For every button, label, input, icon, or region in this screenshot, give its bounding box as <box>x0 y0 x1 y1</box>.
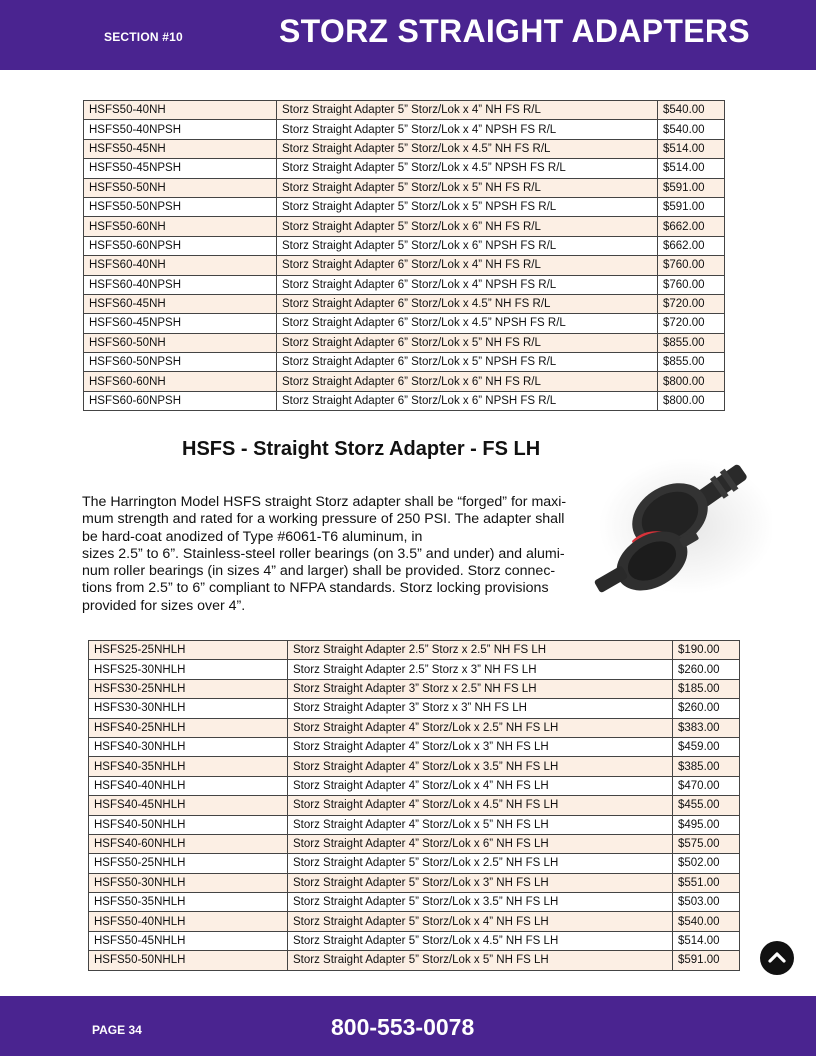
price-cell: $662.00 <box>658 236 725 255</box>
table-row <box>84 256 725 275</box>
table-row <box>89 660 740 679</box>
price-cell: $514.00 <box>673 931 740 950</box>
description-line: mum strength and rated for a working pressure of 250 PSI. The adapter shall <box>82 511 565 528</box>
price-cell: $514.00 <box>658 139 725 158</box>
part-number-cell: HSFS50-35NHLH <box>89 893 288 912</box>
price-cell: $455.00 <box>673 796 740 815</box>
table-row <box>89 757 740 776</box>
part-number-cell: HSFS50-60NH <box>84 217 277 236</box>
table-row <box>84 159 725 178</box>
price-cell: $591.00 <box>658 178 725 197</box>
description-cell: Storz Straight Adapter 3” Storz x 2.5” NH FS LH <box>288 679 673 698</box>
description-cell: Storz Straight Adapter 5” Storz/Lok x 4” NH FS LH <box>288 912 673 931</box>
description-cell: Storz Straight Adapter 4” Storz/Lok x 4” NH FS LH <box>288 776 673 795</box>
part-number-cell: HSFS40-60NHLH <box>89 834 288 853</box>
price-cell: $575.00 <box>673 834 740 853</box>
page-number: PAGE 34 <box>92 1023 142 1037</box>
page-header <box>0 0 816 70</box>
price-cell: $495.00 <box>673 815 740 834</box>
table-row <box>89 854 740 873</box>
table-row <box>89 737 740 756</box>
price-table-lh <box>88 640 740 971</box>
table-row <box>89 679 740 698</box>
scroll-to-top-button[interactable] <box>760 941 794 975</box>
table-row <box>84 217 725 236</box>
page-title: STORZ STRAIGHT ADAPTERS <box>279 13 750 49</box>
table-row <box>89 873 740 892</box>
part-number-cell: HSFS50-40NPSH <box>84 120 277 139</box>
part-number-cell: HSFS30-25NHLH <box>89 679 288 698</box>
price-cell: $551.00 <box>673 873 740 892</box>
price-cell: $540.00 <box>658 120 725 139</box>
part-number-cell: HSFS50-50NH <box>84 178 277 197</box>
description-cell: Storz Straight Adapter 6” Storz/Lok x 5” NPSH FS R/L <box>277 353 658 372</box>
description-cell: Storz Straight Adapter 4” Storz/Lok x 5” NH FS LH <box>288 815 673 834</box>
price-table-rl <box>83 100 725 411</box>
price-cell: $470.00 <box>673 776 740 795</box>
price-cell: $385.00 <box>673 757 740 776</box>
description-cell: Storz Straight Adapter 5” Storz/Lok x 4.5” NH FS LH <box>288 931 673 950</box>
part-number-cell: HSFS60-40NH <box>84 256 277 275</box>
table-row <box>84 372 725 391</box>
part-number-cell: HSFS30-30NHLH <box>89 699 288 718</box>
table-row <box>89 796 740 815</box>
part-number-cell: HSFS50-25NHLH <box>89 854 288 873</box>
description-cell: Storz Straight Adapter 4” Storz/Lok x 6” NH FS LH <box>288 834 673 853</box>
description-cell: Storz Straight Adapter 5” Storz/Lok x 6” NH FS R/L <box>277 217 658 236</box>
part-number-cell: HSFS50-40NH <box>84 101 277 120</box>
description-cell: Storz Straight Adapter 6” Storz/Lok x 6” NPSH FS R/L <box>277 391 658 410</box>
description-cell: Storz Straight Adapter 4” Storz/Lok x 3.5” NH FS LH <box>288 757 673 776</box>
part-number-cell: HSFS50-60NPSH <box>84 236 277 255</box>
part-number-cell: HSFS50-30NHLH <box>89 873 288 892</box>
part-number-cell: HSFS40-30NHLH <box>89 737 288 756</box>
part-number-cell: HSFS60-45NPSH <box>84 314 277 333</box>
table-row <box>89 641 740 660</box>
price-cell: $760.00 <box>658 256 725 275</box>
price-cell: $800.00 <box>658 372 725 391</box>
part-number-cell: HSFS50-45NHLH <box>89 931 288 950</box>
table-row <box>84 353 725 372</box>
part-number-cell: HSFS60-50NPSH <box>84 353 277 372</box>
part-number-cell: HSFS60-45NH <box>84 294 277 313</box>
table-row <box>84 236 725 255</box>
price-cell: $855.00 <box>658 353 725 372</box>
table-row <box>84 275 725 294</box>
part-number-cell: HSFS40-25NHLH <box>89 718 288 737</box>
part-number-cell: HSFS25-30NHLH <box>89 660 288 679</box>
table-row <box>84 101 725 120</box>
price-cell: $260.00 <box>673 660 740 679</box>
price-cell: $591.00 <box>658 197 725 216</box>
price-cell: $185.00 <box>673 679 740 698</box>
section-heading: HSFS - Straight Storz Adapter - FS LH <box>182 438 541 460</box>
description-cell: Storz Straight Adapter 5” Storz/Lok x 4.5” NH FS R/L <box>277 139 658 158</box>
description-cell: Storz Straight Adapter 6” Storz/Lok x 6” NH FS R/L <box>277 372 658 391</box>
table-row <box>84 333 725 352</box>
table-row <box>89 912 740 931</box>
price-cell: $591.00 <box>673 951 740 970</box>
description-cell: Storz Straight Adapter 4” Storz/Lok x 4.5” NH FS LH <box>288 796 673 815</box>
table-row <box>89 931 740 950</box>
table-row <box>84 178 725 197</box>
part-number-cell: HSFS50-40NHLH <box>89 912 288 931</box>
price-cell: $459.00 <box>673 737 740 756</box>
description-line: The Harrington Model HSFS straight Storz adapter shall be “forged” for maxi- <box>82 494 567 510</box>
part-number-cell: HSFS40-45NHLH <box>89 796 288 815</box>
price-cell: $383.00 <box>673 718 740 737</box>
page-footer <box>0 996 816 1056</box>
price-cell: $540.00 <box>673 912 740 931</box>
price-cell: $720.00 <box>658 294 725 313</box>
chevron-up-icon <box>760 941 794 975</box>
part-number-cell: HSFS60-50NH <box>84 333 277 352</box>
phone-number: 800-553-0078 <box>331 1014 475 1040</box>
table-row <box>84 120 725 139</box>
price-cell: $662.00 <box>658 217 725 236</box>
part-number-cell: HSFS40-40NHLH <box>89 776 288 795</box>
price-cell: $260.00 <box>673 699 740 718</box>
price-cell: $502.00 <box>673 854 740 873</box>
table-row <box>89 951 740 970</box>
table-row <box>89 834 740 853</box>
part-number-cell: HSFS25-25NHLH <box>89 641 288 660</box>
description-cell: Storz Straight Adapter 6” Storz/Lok x 4” NH FS R/L <box>277 256 658 275</box>
price-cell: $514.00 <box>658 159 725 178</box>
description-cell: Storz Straight Adapter 5” Storz/Lok x 5” NH FS LH <box>288 951 673 970</box>
description-cell: Storz Straight Adapter 2.5” Storz x 2.5” NH FS LH <box>288 641 673 660</box>
part-number-cell: HSFS40-35NHLH <box>89 757 288 776</box>
description-cell: Storz Straight Adapter 5” Storz/Lok x 4.5” NPSH FS R/L <box>277 159 658 178</box>
part-number-cell: HSFS50-45NH <box>84 139 277 158</box>
price-cell: $720.00 <box>658 314 725 333</box>
price-cell: $190.00 <box>673 641 740 660</box>
part-number-cell: HSFS40-50NHLH <box>89 815 288 834</box>
table-row <box>89 776 740 795</box>
table-row <box>89 699 740 718</box>
table-row <box>89 893 740 912</box>
description-cell: Storz Straight Adapter 6” Storz/Lok x 4” NPSH FS R/L <box>277 275 658 294</box>
table-row <box>84 314 725 333</box>
part-number-cell: HSFS50-50NHLH <box>89 951 288 970</box>
description-cell: Storz Straight Adapter 6” Storz/Lok x 4.5” NH FS R/L <box>277 294 658 313</box>
table-row <box>89 718 740 737</box>
part-number-cell: HSFS60-60NH <box>84 372 277 391</box>
price-cell: $503.00 <box>673 893 740 912</box>
table-row <box>89 815 740 834</box>
part-number-cell: HSFS50-45NPSH <box>84 159 277 178</box>
part-number-cell: HSFS50-50NPSH <box>84 197 277 216</box>
description-cell: Storz Straight Adapter 5” Storz/Lok x 4” NH FS R/L <box>277 101 658 120</box>
description-cell: Storz Straight Adapter 5” Storz/Lok x 4” NPSH FS R/L <box>277 120 658 139</box>
description-cell: Storz Straight Adapter 4” Storz/Lok x 2.5” NH FS LH <box>288 718 673 737</box>
price-cell: $760.00 <box>658 275 725 294</box>
description-line: tions from 2.5” to 6” compliant to NFPA standards. Storz locking provisions <box>82 580 549 597</box>
price-cell: $800.00 <box>658 391 725 410</box>
part-number-cell: HSFS60-40NPSH <box>84 275 277 294</box>
table-row <box>84 294 725 313</box>
description-line: provided for sizes over 4”. <box>82 597 246 614</box>
description-cell: Storz Straight Adapter 5” Storz/Lok x 2.5” NH FS LH <box>288 854 673 873</box>
description-cell: Storz Straight Adapter 3” Storz x 3” NH FS LH <box>288 699 673 718</box>
section-label: SECTION #10 <box>104 30 183 44</box>
price-cell: $855.00 <box>658 333 725 352</box>
description-cell: Storz Straight Adapter 5” Storz/Lok x 5” NH FS R/L <box>277 178 658 197</box>
description-line: sizes 2.5” to 6”. Stainless-steel roller bearings (on 3.5” and under) and alumi- <box>82 545 565 562</box>
price-cell: $540.00 <box>658 101 725 120</box>
table-row <box>84 197 725 216</box>
description-cell: Storz Straight Adapter 5” Storz/Lok x 3.5” NH FS LH <box>288 893 673 912</box>
description-cell: Storz Straight Adapter 4” Storz/Lok x 3” NH FS LH <box>288 737 673 756</box>
description-line: be hard-coat anodized of Type #6061-T6 aluminum, in <box>82 528 423 545</box>
description-line: num roller bearings (in sizes 4” and larger) shall be provided. Storz connec- <box>82 563 556 580</box>
table-row <box>84 139 725 158</box>
description-cell: Storz Straight Adapter 6” Storz/Lok x 4.5” NPSH FS R/L <box>277 314 658 333</box>
storz-adapter-image <box>592 456 772 606</box>
product-description <box>82 494 592 615</box>
description-cell: Storz Straight Adapter 5” Storz/Lok x 3” NH FS LH <box>288 873 673 892</box>
part-number-cell: HSFS60-60NPSH <box>84 391 277 410</box>
description-cell: Storz Straight Adapter 5” Storz/Lok x 5” NPSH FS R/L <box>277 197 658 216</box>
table-row <box>84 391 725 410</box>
description-cell: Storz Straight Adapter 6” Storz/Lok x 5” NH FS R/L <box>277 333 658 352</box>
description-cell: Storz Straight Adapter 2.5” Storz x 3” NH FS LH <box>288 660 673 679</box>
description-cell: Storz Straight Adapter 5” Storz/Lok x 6” NPSH FS R/L <box>277 236 658 255</box>
